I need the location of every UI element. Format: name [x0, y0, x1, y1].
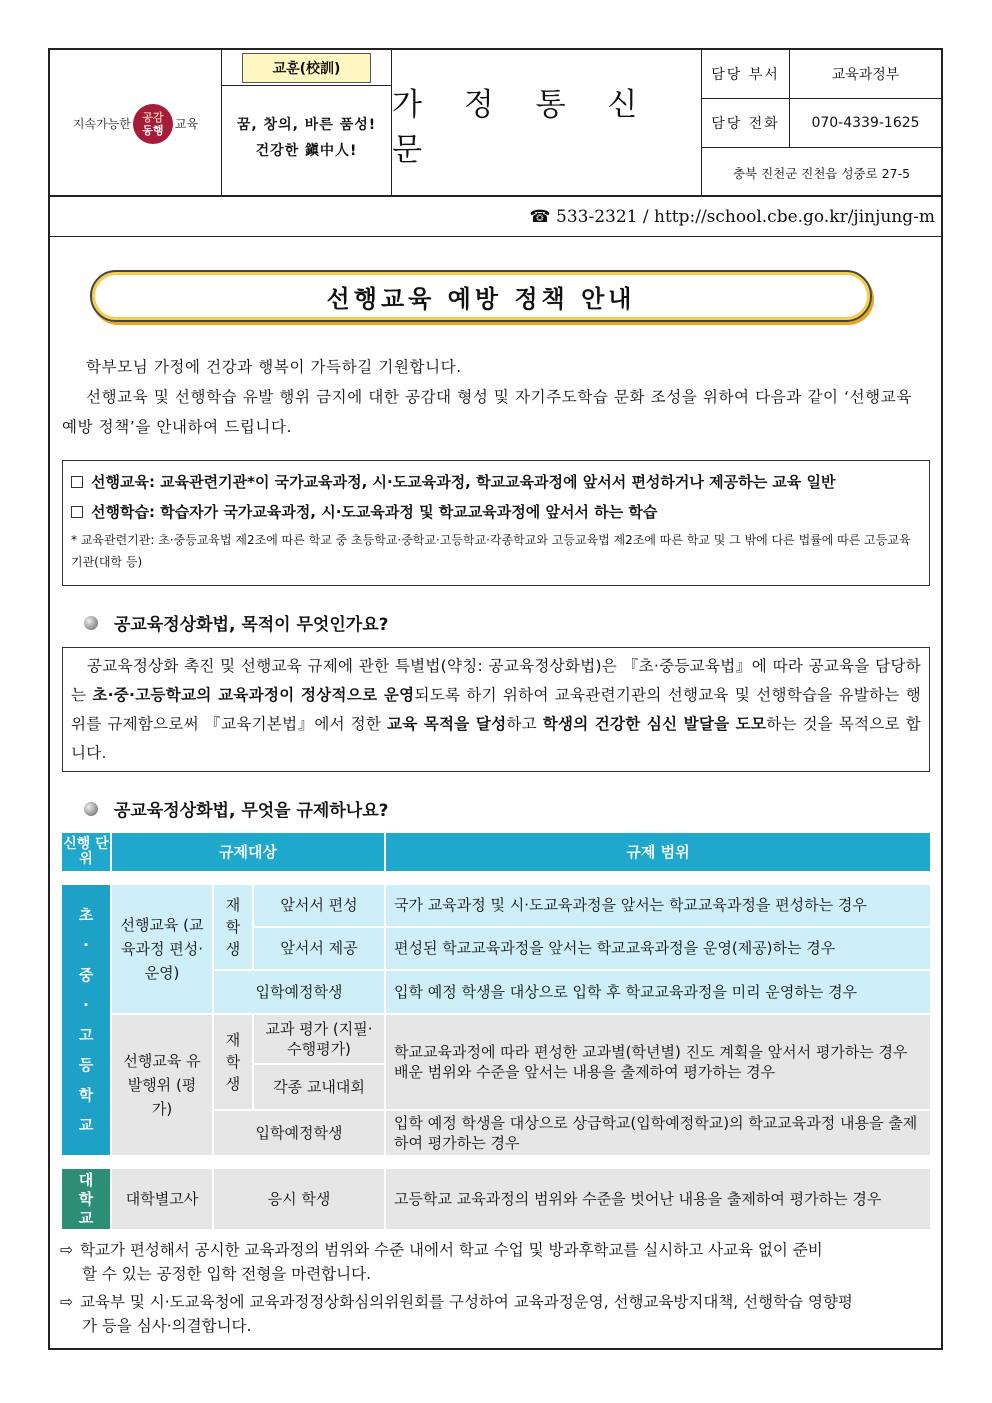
intro-line2: 선행교육 및 선행학습 유발 행위 금지에 대한 공감대 형성 및 자기주도학습 문화 조성을 위하여 다음과 같이 ‘선행교육 예방 정책’을 안내하여 드립니다. [62, 388, 912, 436]
group-inducing-behavior: 선행교육 유발행위 (평가) [112, 1015, 212, 1155]
intro-text [62, 352, 928, 442]
row-university-exam: 대학별고사 [112, 1169, 212, 1229]
intro-line1: 학부모님 가정에 건강과 행복이 가득하길 기원합니다. [86, 358, 462, 376]
definition-advance-education: 선행교육: 교육관련기관*이 국가교육과정, 시·도교육과정, 학교교육과정에 앞서서 편성하거나 제공하는 교육 일반 [71, 467, 921, 497]
student-label: 재학생 [214, 885, 252, 969]
row-subject-evaluation: 교과 평가 (지필·수행평가) [254, 1015, 384, 1063]
arrow-right-icon: ⇨ [60, 1241, 73, 1259]
bullet-committee: ⇨ 교육부 및 시·도교육청에 교육과정정상화심의위원회를 구성하여 교육과정운영, 선행교육방지대책, 선행학습 영향평 가 등을 심사·의결합니다. [60, 1290, 932, 1338]
scope-prospective-student-eval: 입학 예정 학생을 대상으로 상급학교(입학예정학교)의 학교교육과정 내용을 출제하여 평가하는 경우 [386, 1111, 930, 1155]
student-label: 재학생 [214, 1015, 252, 1109]
definition-note: * 교육관련기관: 초·중등교육법 제2조에 따른 학교 중 초등학교·중학교·고등학교·각종학교와 고등교육법 제2조에 따른 학교 및 그 밖에 다른 법률에 따른 고등교육기관(대학 등) [71, 533, 911, 569]
purpose-box: 공교육정상화 촉진 및 선행교육 규제에 관한 특별법(약칭: 공교육정상화법)은 『초·중등교육법』에 따라 공교육을 담당하는 초·중·고등학교의 교육과정이 정상적으로 운영되도록 하기 위하여 교육관련기관의 선행교육 및 선행학습을 유발하는 행위를 규제함으로써 『교육기본법』에서 정한 교육 목적을 달성하고 학생의 건강한 심신 발달을 도모하는 것을 목적으로 합니다. [62, 647, 930, 772]
table-header-level: 신행 단위 [62, 833, 110, 871]
scope-evaluation: 학교교육과정에 따라 편성한 교과별(학년별) 진도 계획을 앞서서 평가하는 경우 배운 범위와 수준을 앞서는 내용을 출제하여 평가하는 경우 [386, 1015, 930, 1109]
definition-box [62, 460, 930, 586]
contact-line: ☎ 533-2321 / http://school.cbe.go.kr/jinjung-m [50, 197, 941, 237]
dept-label: 담당 부서 [702, 50, 790, 98]
notice-title-banner: 선행교육 예방 정책 안내 [90, 270, 872, 322]
checkbox-icon [71, 506, 83, 518]
row-prospective-student-eval: 입학예정학생 [214, 1111, 384, 1155]
bullet-dot-icon [84, 802, 98, 816]
row-applicants: 응시 학생 [214, 1169, 384, 1229]
bullet-fair-admission: ⇨ 학교가 편성해서 공시한 교육과정의 범위와 수준 내에서 학교 수업 및 방과후학교를 실시하고 사교육 없이 준비 할 수 있는 공정한 입학 전형을 마련합니다. [60, 1238, 932, 1286]
school-motto [222, 50, 392, 197]
scope-advance-compose: 국가 교육과정 및 시·도교육과정을 앞서는 학교교육과정을 편성하는 경우 [386, 885, 930, 926]
bullet-dot-icon [84, 616, 98, 630]
dept-value: 교육과정부 [831, 67, 900, 83]
phone-value: 070-4339-1625 [811, 115, 920, 131]
phone-label: 담당 전화 [702, 99, 790, 147]
newsletter-page [48, 48, 943, 1350]
row-advance-provide: 앞서서 제공 [254, 928, 384, 969]
row-prospective-student: 입학예정학생 [214, 971, 384, 1013]
motto-title: 교훈(校訓) [242, 53, 372, 83]
school-address: 충북 진천군 진천읍 성중로 27-5 [732, 165, 911, 181]
motto-line2: 건강한 鎭中人! [255, 143, 358, 159]
table-header-scope: 규제 범위 [386, 833, 930, 871]
definition-advance-learning: 선행학습: 학습자가 국가교육과정, 시·도교육과정 및 학교교육과정에 앞서서 하는 학습 [71, 497, 921, 527]
school-level-label: 초·중·고등학교 [62, 885, 110, 1155]
table-header-target: 규제대상 [112, 833, 384, 871]
newsletter-title: 가 정 통 신 문 [392, 50, 702, 197]
section-heading-regulation: 공교육정상화법, 무엇을 규제하나요? [84, 796, 389, 821]
motto-line1: 꿈, 창의, 바른 품성! [236, 117, 377, 133]
row-advance-compose: 앞서서 편성 [254, 885, 384, 926]
scope-prospective-student: 입학 예정 학생을 대상으로 입학 후 학교교육과정을 미리 운영하는 경우 [386, 971, 930, 1013]
university-level-label: 대학교 [62, 1169, 110, 1229]
scope-advance-provide: 편성된 학교교육과정을 앞서는 학교교육과정을 운영(제공)하는 경우 [386, 928, 930, 969]
school-logo: 지속가능한 공감 동행 교육 [50, 50, 222, 197]
header-table [50, 50, 941, 197]
scope-university-exam: 고등학교 교육과정의 범위와 수준을 벗어난 내용을 출제하여 평가하는 경우 [386, 1169, 930, 1229]
checkbox-icon [71, 476, 83, 488]
arrow-right-icon: ⇨ [60, 1293, 73, 1311]
logo-circle-icon: 공감 동행 [133, 104, 173, 144]
row-school-contests: 각종 교내대회 [254, 1065, 384, 1109]
contact-info [702, 50, 941, 197]
group-advance-education: 선행교육 (교육과정 편성·운영) [112, 885, 212, 1013]
section-heading-purpose: 공교육정상화법, 목적이 무엇인가요? [84, 610, 389, 635]
